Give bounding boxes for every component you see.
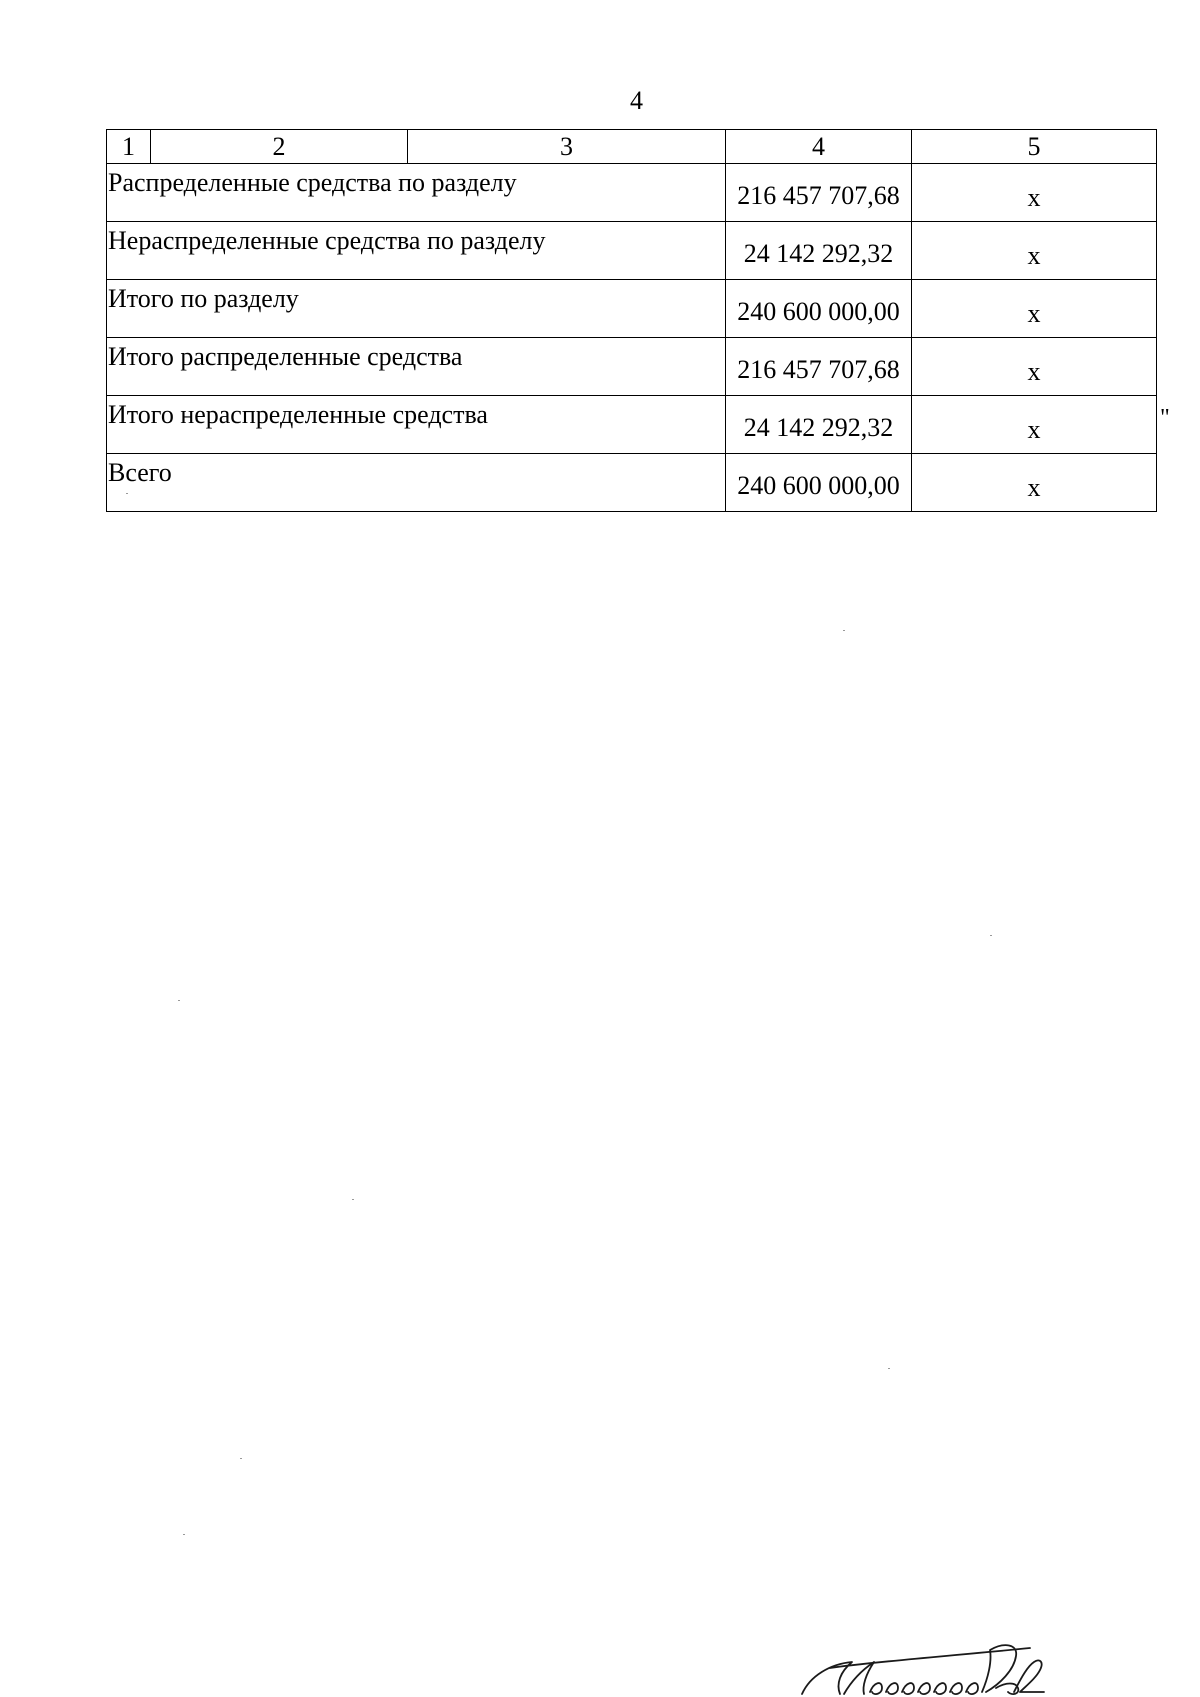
row-mark: x — [912, 222, 1157, 280]
table-header-row — [107, 130, 1157, 164]
handwritten-signature — [800, 1628, 1060, 1697]
column-header: 1 — [107, 130, 151, 164]
row-label: Итого по разделу — [107, 280, 726, 338]
row-amount: 240 600 000,00 — [726, 280, 912, 338]
row-label: Распределенные средства по разделу — [107, 164, 726, 222]
row-amount: 216 457 707,68 — [726, 164, 912, 222]
row-label: Итого распределенные средства — [107, 338, 726, 396]
scan-speck — [183, 1534, 185, 1535]
row-label: Всего — [107, 454, 726, 512]
row-amount: 24 142 292,32 — [726, 222, 912, 280]
row-label: Итого нераспределенные средства — [107, 396, 726, 454]
table-row — [107, 164, 1157, 222]
table-row — [107, 280, 1157, 338]
table-row — [107, 222, 1157, 280]
closing-quote-mark: " — [1160, 405, 1170, 431]
column-header: 4 — [726, 130, 912, 164]
scan-speck — [126, 493, 128, 494]
scan-speck — [178, 1000, 180, 1001]
column-header: 3 — [408, 130, 726, 164]
table-row — [107, 454, 1157, 512]
table-row — [107, 338, 1157, 396]
row-label: Нераспределенные средства по разделу — [107, 222, 726, 280]
column-header: 5 — [912, 130, 1157, 164]
table-row — [107, 396, 1157, 454]
page-number: 4 — [630, 86, 643, 115]
row-mark: x — [912, 280, 1157, 338]
row-mark: x — [912, 396, 1157, 454]
column-header: 2 — [151, 130, 408, 164]
row-mark: x — [912, 338, 1157, 396]
scan-speck — [990, 935, 992, 936]
scan-speck — [240, 1458, 242, 1459]
row-amount: 216 457 707,68 — [726, 338, 912, 396]
scan-speck — [888, 1368, 890, 1369]
scan-speck — [843, 630, 845, 631]
row-amount: 240 600 000,00 — [726, 454, 912, 512]
row-mark: x — [912, 164, 1157, 222]
budget-table — [106, 129, 1157, 512]
scan-speck — [352, 1199, 354, 1200]
row-amount: 24 142 292,32 — [726, 396, 912, 454]
row-mark: x — [912, 454, 1157, 512]
